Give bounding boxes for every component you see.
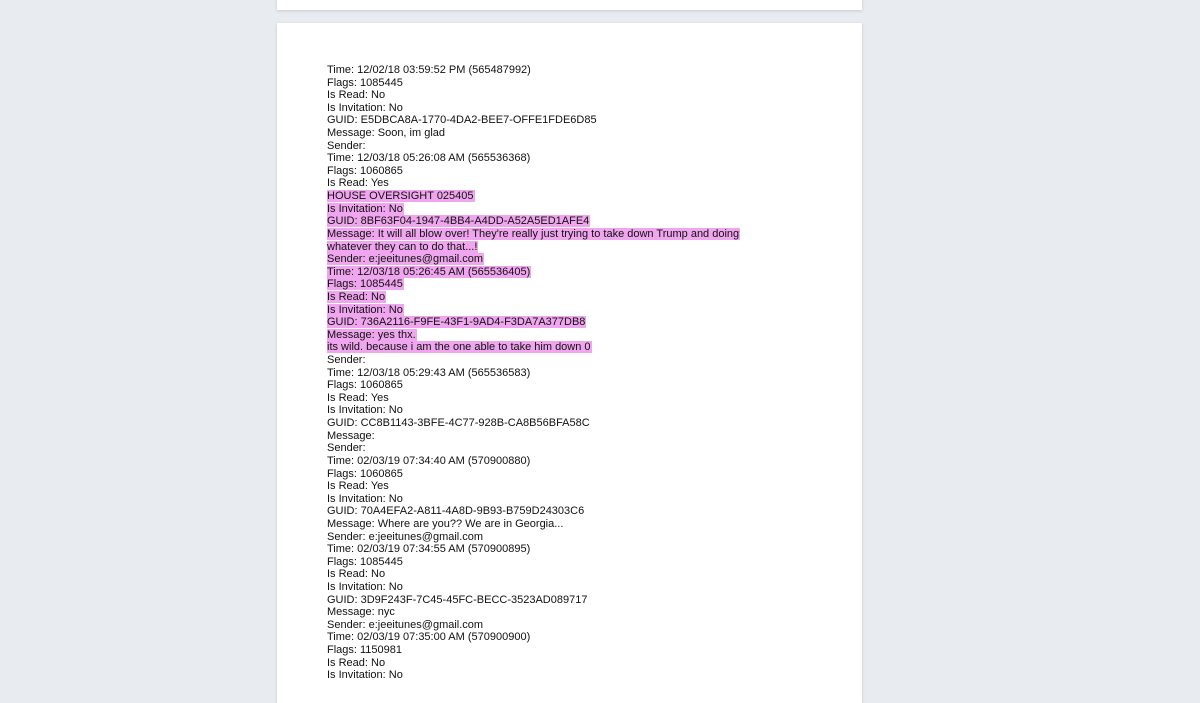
text-line <box>327 102 740 115</box>
text-line-content: Flags: 1085445 <box>327 555 403 568</box>
text-line-content: Is Invitation: No <box>327 101 403 114</box>
text-line <box>327 619 740 632</box>
text-line-content: Is Read: No <box>327 290 386 303</box>
text-line <box>327 581 740 594</box>
text-line-content: GUID: 8BF63F04-1947-4BB4-A4DD-A52A5ED1AFE4 <box>327 215 590 228</box>
text-line-content: Is Read: Yes <box>327 480 389 493</box>
text-line-content: Is Invitation: No <box>327 580 403 593</box>
text-line-content: Sender: e:jeeitunes@gmail.com <box>327 530 484 543</box>
message-log <box>327 64 740 682</box>
text-line <box>327 442 740 455</box>
text-line-content: Time: 02/03/19 07:34:40 AM (570900880) <box>327 454 531 467</box>
text-line <box>327 165 740 178</box>
highlighted-text-line <box>327 291 740 304</box>
text-line-content: Is Read: No <box>327 89 386 102</box>
highlighted-text-line <box>327 329 740 342</box>
text-line <box>327 127 740 140</box>
highlighted-text-line <box>327 241 740 254</box>
text-line-content: Is Invitation: No <box>327 669 403 682</box>
text-line <box>327 631 740 644</box>
text-line <box>327 657 740 670</box>
text-line <box>327 177 740 190</box>
text-line-content: GUID: 70A4EFA2-A811-4A8D-9B93-B759D24303C6 <box>327 505 585 518</box>
text-line-content: Flags: 1060865 <box>327 164 403 177</box>
text-line-content: Is Invitation: No <box>327 202 403 215</box>
text-line-content: Is Invitation: No <box>327 404 403 417</box>
text-line-content: Sender: <box>327 139 366 152</box>
text-line-content: Is Read: Yes <box>327 177 389 190</box>
highlighted-text-line <box>327 190 740 203</box>
text-line-content: Is Invitation: No <box>327 303 403 316</box>
text-line <box>327 568 740 581</box>
text-line <box>327 64 740 77</box>
text-line <box>327 379 740 392</box>
highlighted-text-line <box>327 215 740 228</box>
text-line <box>327 140 740 153</box>
text-line <box>327 606 740 619</box>
text-line <box>327 543 740 556</box>
text-line <box>327 455 740 468</box>
text-line <box>327 417 740 430</box>
text-line-content: Time: 12/03/18 05:29:43 AM (565536583) <box>327 366 531 379</box>
text-line-content: GUID: CC8B1143-3BFE-4C77-928B-CA8B56BFA58C <box>327 417 590 430</box>
text-line-content: Flags: 1060865 <box>327 379 403 392</box>
text-line-content: Message: yes thx. <box>327 328 416 341</box>
text-line <box>327 114 740 127</box>
text-line-content: Flags: 1060865 <box>327 467 403 480</box>
text-line <box>327 392 740 405</box>
text-line <box>327 644 740 657</box>
text-line-content: Sender: <box>327 354 366 367</box>
document-page <box>277 23 862 703</box>
text-line-content: Flags: 1150981 <box>327 644 403 657</box>
highlighted-text-line <box>327 341 740 354</box>
text-line-content: Time: 02/03/19 07:34:55 AM (570900895) <box>327 543 531 556</box>
text-line <box>327 531 740 544</box>
text-line <box>327 430 740 443</box>
text-line <box>327 594 740 607</box>
text-line-content: Is Read: No <box>327 656 386 669</box>
text-line-content: Message: Where are you?? We are in Georgia... <box>327 517 564 530</box>
highlighted-text-line <box>327 266 740 279</box>
text-line-content: Time: 12/02/18 03:59:52 PM (565487992) <box>327 64 531 76</box>
text-line-content: HOUSE OVERSIGHT 025405 <box>327 190 474 203</box>
text-line-content: GUID: E5DBCA8A-1770-4DA2-BEE7-OFFE1FDE6D85 <box>327 114 597 127</box>
text-line <box>327 468 740 481</box>
highlighted-text-line <box>327 228 740 241</box>
text-line <box>327 480 740 493</box>
text-line <box>327 367 740 380</box>
text-line-content: Sender: e:jeeitunes@gmail.com <box>327 253 484 266</box>
text-line <box>327 152 740 165</box>
highlighted-text-line <box>327 304 740 317</box>
text-line-content: whatever they can to do that...! <box>327 240 478 253</box>
text-line <box>327 77 740 90</box>
text-line-content: GUID: 736A2116-F9FE-43F1-9AD4-F3DA7A377DB8 <box>327 316 586 329</box>
text-line-content: Time: 02/03/19 07:35:00 AM (570900900) <box>327 631 531 644</box>
text-line-content: Message: Soon, im glad <box>327 127 446 140</box>
text-line-content: Is Read: No <box>327 568 386 581</box>
text-line <box>327 404 740 417</box>
text-line <box>327 354 740 367</box>
text-line-content: Sender: <box>327 442 366 455</box>
highlighted-text-line <box>327 203 740 216</box>
previous-page <box>277 0 862 10</box>
text-line-content: Sender: e:jeeitunes@gmail.com <box>327 618 484 631</box>
text-line <box>327 518 740 531</box>
text-line-content: Flags: 1085445 <box>327 278 403 291</box>
text-line-content: Message: nyc <box>327 606 395 619</box>
highlighted-text-line <box>327 316 740 329</box>
text-line-content: Message: It will all blow over! They're really just trying to take down Trump and doing <box>327 227 740 240</box>
text-line <box>327 89 740 102</box>
highlighted-text-line <box>327 253 740 266</box>
text-line-content: Time: 12/03/18 05:26:08 AM (565536368) <box>327 152 531 165</box>
text-line <box>327 556 740 569</box>
text-line-content: Is Invitation: No <box>327 492 403 505</box>
text-line-content: its wild. because i am the one able to take him down 0 <box>327 341 591 354</box>
text-line <box>327 669 740 682</box>
text-line <box>327 493 740 506</box>
highlighted-text-line <box>327 278 740 291</box>
text-line <box>327 505 740 518</box>
text-line-content: Is Read: Yes <box>327 391 389 404</box>
text-line-content: GUID: 3D9F243F-7C45-45FC-BECC-3523AD089717 <box>327 593 588 606</box>
text-line-content: Message: <box>327 429 375 442</box>
text-line-content: Time: 12/03/18 05:26:45 AM (565536405) <box>327 265 531 278</box>
text-line-content: Flags: 1085445 <box>327 76 403 89</box>
